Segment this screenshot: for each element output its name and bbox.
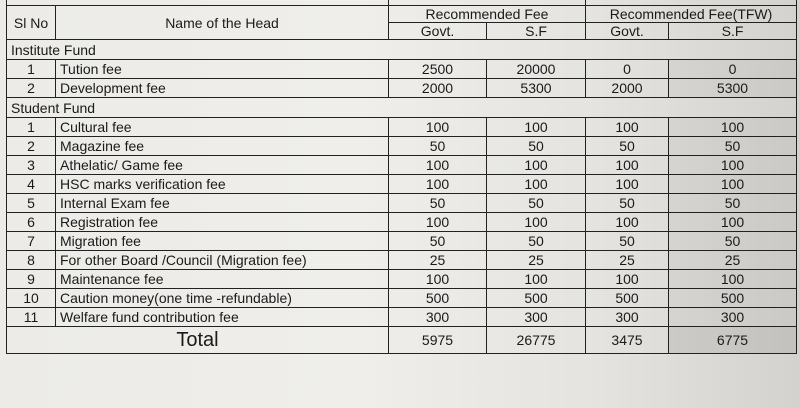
row-sl-no: 11 bbox=[7, 308, 56, 327]
header-sl-no: Sl No bbox=[7, 6, 56, 40]
table-row bbox=[7, 251, 797, 270]
row-sl-no: 2 bbox=[7, 79, 56, 98]
row-tfw-sf-fee: 5300 bbox=[669, 79, 797, 98]
header-tfw-sf: S.F bbox=[669, 23, 797, 40]
row-sl-no: 6 bbox=[7, 213, 56, 232]
table-row bbox=[7, 118, 797, 137]
row-govt-fee: 500 bbox=[389, 289, 487, 308]
row-sf-fee: 5300 bbox=[487, 79, 586, 98]
row-govt-fee: 25 bbox=[389, 251, 487, 270]
row-tfw-sf-fee: 100 bbox=[669, 175, 797, 194]
row-tfw-govt-fee: 25 bbox=[586, 251, 669, 270]
table-row bbox=[7, 79, 797, 98]
row-govt-fee: 50 bbox=[389, 137, 487, 156]
row-tfw-sf-fee: 100 bbox=[669, 118, 797, 137]
row-sl-no: 2 bbox=[7, 137, 56, 156]
row-head-name: Maintenance fee bbox=[56, 270, 389, 289]
row-sf-fee: 50 bbox=[487, 232, 586, 251]
table-row bbox=[7, 60, 797, 79]
row-sl-no: 1 bbox=[7, 60, 56, 79]
row-sf-fee: 100 bbox=[487, 175, 586, 194]
row-sf-fee: 50 bbox=[487, 194, 586, 213]
row-govt-fee: 100 bbox=[389, 175, 487, 194]
row-sl-no: 5 bbox=[7, 194, 56, 213]
row-sf-fee: 100 bbox=[487, 213, 586, 232]
row-tfw-govt-fee: 50 bbox=[586, 232, 669, 251]
total-sf: 26775 bbox=[487, 327, 586, 354]
row-tfw-govt-fee: 100 bbox=[586, 213, 669, 232]
row-sf-fee: 100 bbox=[487, 156, 586, 175]
row-tfw-sf-fee: 0 bbox=[669, 60, 797, 79]
row-tfw-sf-fee: 300 bbox=[669, 308, 797, 327]
row-tfw-sf-fee: 25 bbox=[669, 251, 797, 270]
table-row bbox=[7, 213, 797, 232]
row-head-name: Welfare fund contribution fee bbox=[56, 308, 389, 327]
row-sl-no: 1 bbox=[7, 118, 56, 137]
institute-fund-rows bbox=[7, 60, 797, 98]
row-head-name: HSC marks verification fee bbox=[56, 175, 389, 194]
row-govt-fee: 100 bbox=[389, 213, 487, 232]
row-tfw-govt-fee: 0 bbox=[586, 60, 669, 79]
row-head-name: Registration fee bbox=[56, 213, 389, 232]
table-row bbox=[7, 308, 797, 327]
row-head-name: Athelatic/ Game fee bbox=[56, 156, 389, 175]
row-sf-fee: 500 bbox=[487, 289, 586, 308]
header-sf: S.F bbox=[487, 23, 586, 40]
table-row bbox=[7, 137, 797, 156]
header-govt: Govt. bbox=[389, 23, 487, 40]
fee-table bbox=[6, 0, 797, 354]
row-tfw-govt-fee: 100 bbox=[586, 175, 669, 194]
row-govt-fee: 300 bbox=[389, 308, 487, 327]
header-row-1 bbox=[7, 6, 797, 23]
table-row bbox=[7, 270, 797, 289]
row-tfw-sf-fee: 100 bbox=[669, 270, 797, 289]
row-tfw-govt-fee: 50 bbox=[586, 194, 669, 213]
row-tfw-sf-fee: 100 bbox=[669, 156, 797, 175]
row-sf-fee: 50 bbox=[487, 137, 586, 156]
total-label: Total bbox=[7, 327, 389, 354]
row-sf-fee: 25 bbox=[487, 251, 586, 270]
row-tfw-sf-fee: 50 bbox=[669, 137, 797, 156]
row-sl-no: 10 bbox=[7, 289, 56, 308]
row-sl-no: 9 bbox=[7, 270, 56, 289]
section-institute-fund bbox=[7, 40, 797, 60]
row-head-name: Development fee bbox=[56, 79, 389, 98]
table-row bbox=[7, 156, 797, 175]
table-row bbox=[7, 175, 797, 194]
row-tfw-govt-fee: 2000 bbox=[586, 79, 669, 98]
row-tfw-govt-fee: 100 bbox=[586, 156, 669, 175]
row-tfw-govt-fee: 300 bbox=[586, 308, 669, 327]
header-recommended-fee: Recommended Fee bbox=[389, 6, 586, 23]
row-head-name: For other Board /Council (Migration fee) bbox=[56, 251, 389, 270]
total-tfw-sf: 6775 bbox=[669, 327, 797, 354]
row-head-name: Magazine fee bbox=[56, 137, 389, 156]
row-sl-no: 4 bbox=[7, 175, 56, 194]
row-tfw-sf-fee: 50 bbox=[669, 194, 797, 213]
header-recommended-fee-tfw: Recommended Fee(TFW) bbox=[586, 6, 797, 23]
row-head-name: Cultural fee bbox=[56, 118, 389, 137]
section-student-fund bbox=[7, 98, 797, 118]
row-govt-fee: 50 bbox=[389, 232, 487, 251]
header-name-of-head: Name of the Head bbox=[56, 6, 389, 40]
row-sl-no: 8 bbox=[7, 251, 56, 270]
row-govt-fee: 100 bbox=[389, 156, 487, 175]
total-row bbox=[7, 327, 797, 354]
section-title: Institute Fund bbox=[7, 40, 797, 60]
header-tfw-govt: Govt. bbox=[586, 23, 669, 40]
table-row bbox=[7, 289, 797, 308]
row-tfw-sf-fee: 100 bbox=[669, 213, 797, 232]
row-tfw-govt-fee: 100 bbox=[586, 270, 669, 289]
row-tfw-sf-fee: 50 bbox=[669, 232, 797, 251]
row-sl-no: 7 bbox=[7, 232, 56, 251]
row-sl-no: 3 bbox=[7, 156, 56, 175]
row-tfw-sf-fee: 500 bbox=[669, 289, 797, 308]
row-govt-fee: 2000 bbox=[389, 79, 487, 98]
student-fund-rows bbox=[7, 118, 797, 327]
row-head-name: Tution fee bbox=[56, 60, 389, 79]
row-head-name: Caution money(one time -refundable) bbox=[56, 289, 389, 308]
row-govt-fee: 2500 bbox=[389, 60, 487, 79]
total-tfw-govt: 3475 bbox=[586, 327, 669, 354]
row-sf-fee: 100 bbox=[487, 118, 586, 137]
row-tfw-govt-fee: 100 bbox=[586, 118, 669, 137]
row-govt-fee: 100 bbox=[389, 270, 487, 289]
row-govt-fee: 100 bbox=[389, 118, 487, 137]
row-head-name: Migration fee bbox=[56, 232, 389, 251]
row-head-name: Internal Exam fee bbox=[56, 194, 389, 213]
table-row bbox=[7, 232, 797, 251]
row-tfw-govt-fee: 500 bbox=[586, 289, 669, 308]
table-row bbox=[7, 194, 797, 213]
row-tfw-govt-fee: 50 bbox=[586, 137, 669, 156]
row-govt-fee: 50 bbox=[389, 194, 487, 213]
total-govt: 5975 bbox=[389, 327, 487, 354]
row-sf-fee: 100 bbox=[487, 270, 586, 289]
section-title: Student Fund bbox=[7, 98, 797, 118]
row-sf-fee: 300 bbox=[487, 308, 586, 327]
row-sf-fee: 20000 bbox=[487, 60, 586, 79]
